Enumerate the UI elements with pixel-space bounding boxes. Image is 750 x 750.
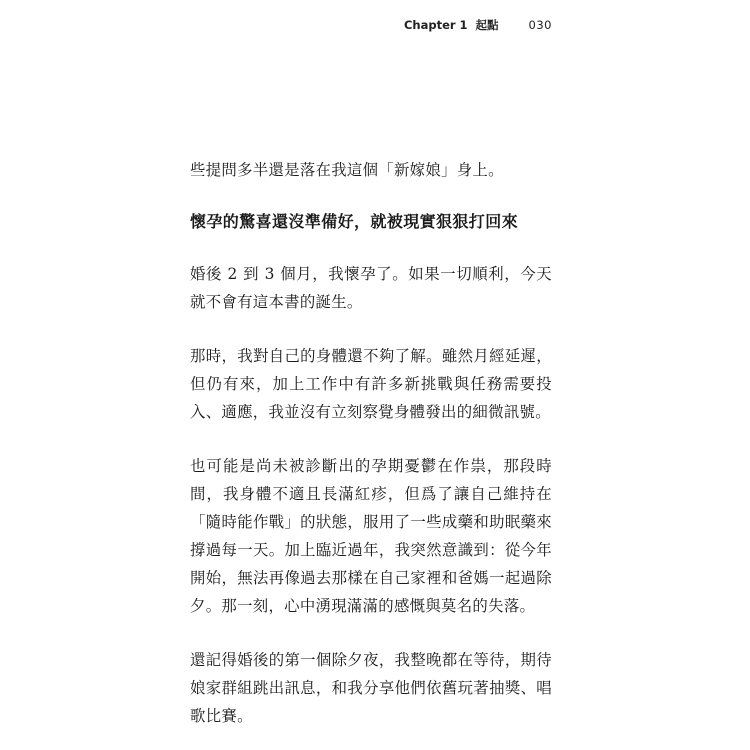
- running-header: [404, 17, 552, 33]
- paragraph-4: 還記得婚後的第一個除夕夜，我整晚都在等待，期待娘家群組跳出訊息，和我分享他們依舊玩著抽獎、唱歌比賽。: [190, 651, 552, 725]
- section-heading: 懷孕的驚喜還沒準備好，就被現實狠狠打回來: [190, 212, 519, 231]
- page-number: 030: [528, 18, 552, 32]
- page-body: [190, 156, 552, 730]
- chapter-label: Chapter 1: [403, 18, 468, 32]
- intro-line: 些提問多半還是落在我這個「新嫁娘」身上。: [190, 161, 504, 179]
- paragraph-1: 婚後 2 到 3 個月，我懷孕了。如果一切順利，今天就不會有這本書的誕生。: [190, 265, 552, 311]
- chapter-title: 起點: [475, 18, 499, 32]
- paragraph-3: 也可能是尚未被診斷出的孕期憂鬱在作祟，那段時間，我身體不適且長滿紅疹，但爲了讓自己維持在「隨時能作戰」的狀態，服用了一些成藥和助眠藥來撐過每一天。加上臨近過年，我突然意識到：從今年開始，無法再像過去那樣在自己家裡和爸媽一起過除夕。那一刻，心中湧現滿滿的感慨與莫名的失落。: [190, 457, 552, 615]
- paragraph-2: 那時，我對自己的身體還不夠了解。雖然月經延遲，但仍有來，加上工作中有許多新挑戰與任務需要投入、適應，我並沒有立刻察覺身體發出的細微訊號。: [190, 347, 552, 421]
